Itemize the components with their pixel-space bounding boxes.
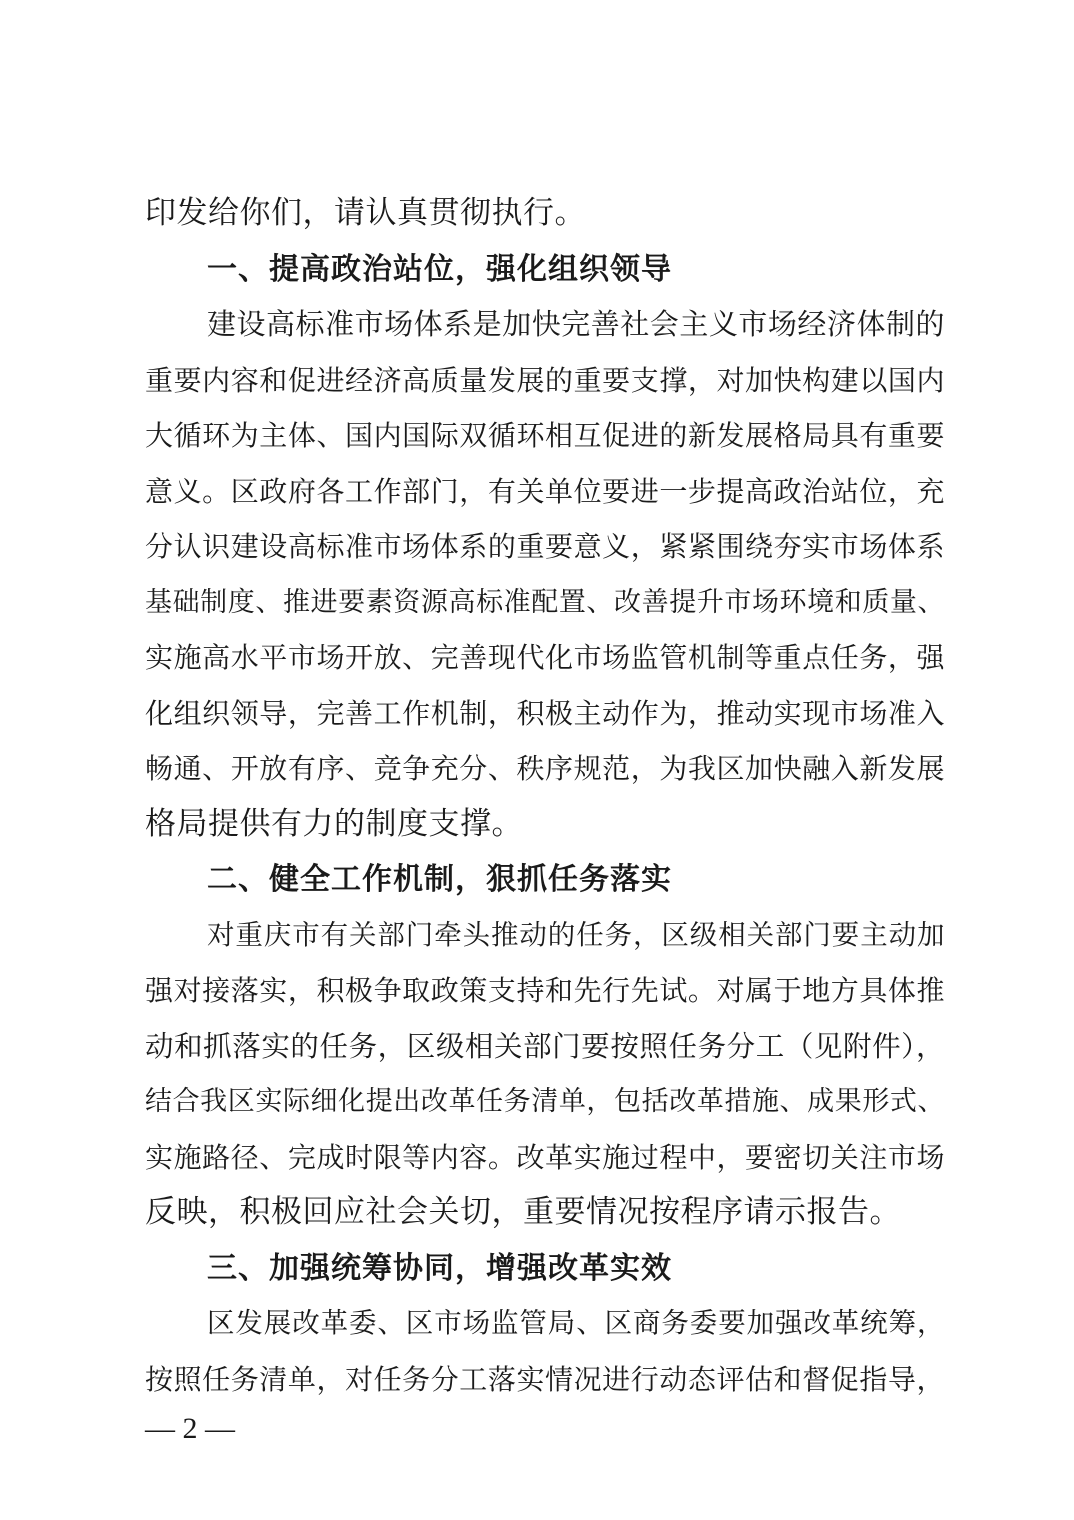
section-heading-2: 二、健全工作机制，狠抓任务落实 bbox=[207, 862, 672, 897]
paragraph-line: 分认识建设高标准市场体系的重要意义，紧紧围绕夯实市场体系 bbox=[145, 530, 945, 563]
paragraph-line: 按照任务清单，对任务分工落实情况进行动态评估和督促指导， bbox=[145, 1362, 945, 1396]
paragraph-line: 结合我区实际细化提出改革任务清单，包括改革措施、成果形式、 bbox=[145, 1086, 945, 1117]
paragraph-line: 实施路径、完成时限等内容。改革实施过程中，要密切关注市场 bbox=[145, 1140, 945, 1174]
paragraph-line: 印发给你们，请认真贯彻执行。 bbox=[145, 195, 586, 231]
section-heading-3: 三、加强统筹协同，增强改革实效 bbox=[207, 1250, 672, 1286]
paragraph-line: 区发展改革委、区市场监管局、区商务委要加强改革统筹， bbox=[207, 1307, 945, 1339]
page-number: — 2 — bbox=[145, 1412, 235, 1445]
section-heading-1: 一、提高政治站位，强化组织领导 bbox=[207, 251, 672, 287]
paragraph-line: 建设高标准市场体系是加快完善社会主义市场经济体制的 bbox=[207, 307, 945, 341]
paragraph-line: 化组织领导，完善工作机制，积极主动作为，推动实现市场准入 bbox=[145, 696, 945, 730]
paragraph-line: 强对接落实，积极争取政策支持和先行先试。对属于地方具体推 bbox=[145, 974, 945, 1007]
paragraph-line: 反映，积极回应社会关切，重要情况按程序请示报告。 bbox=[145, 1194, 901, 1230]
paragraph-line: 畅通、开放有序、竞争充分、秩序规范，为我区加快融入新发展 bbox=[145, 752, 945, 785]
paragraph-line: 意义。区政府各工作部门，有关单位要进一步提高政治站位，充 bbox=[145, 474, 945, 508]
paragraph-line: 实施高水平市场开放、完善现代化市场监管机制等重点任务，强 bbox=[145, 641, 945, 674]
paragraph-line: 基础制度、推进要素资源高标准配置、改善提升市场环境和质量、 bbox=[145, 586, 945, 618]
paragraph-line: 大循环为主体、国内国际双循环相互促进的新发展格局具有重要 bbox=[145, 419, 945, 452]
document-body bbox=[145, 186, 945, 1407]
paragraph-line: 格局提供有力的制度支撑。 bbox=[145, 805, 523, 842]
paragraph-line: 对重庆市有关部门牵头推动的任务，区级相关部门要主动加 bbox=[207, 918, 945, 951]
paragraph-line: 动和抓落实的任务，区级相关部门要按照任务分工（见附件）， bbox=[145, 1029, 945, 1063]
paragraph-line: 重要内容和促进经济高质量发展的重要支撑，对加快构建以国内 bbox=[145, 363, 945, 397]
